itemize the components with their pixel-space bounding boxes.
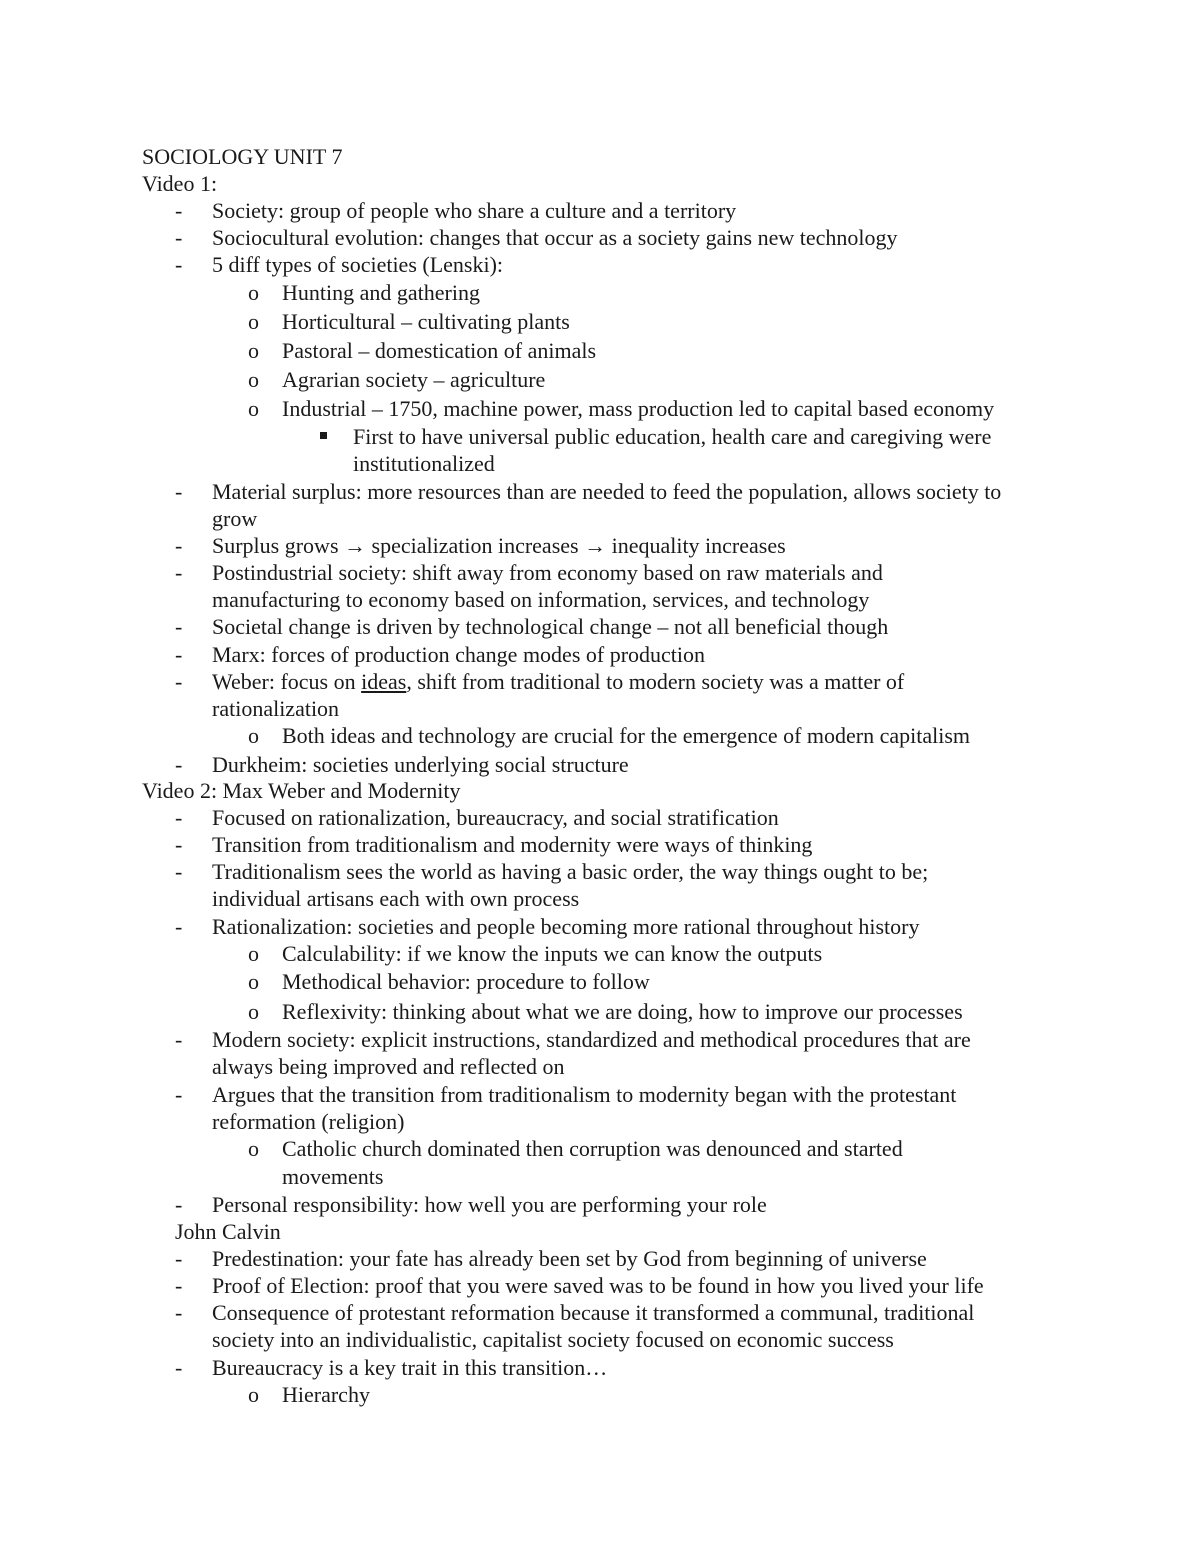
section-heading-video-1: Video 1: <box>142 171 218 196</box>
note-modern-line-1: Modern society: explicit instructions, standardized and methodical procedures that are <box>212 1027 971 1052</box>
catholic-note-line-2: movements <box>282 1164 384 1189</box>
note-postindustrial-line-2: manufacturing to economy based on information, services, and technology <box>212 587 870 612</box>
note-consequence-line-1: Consequence of protestant reformation because it transformed a communal, traditional <box>212 1300 975 1325</box>
note-postindustrial-line-1: Postindustrial society: shift away from economy based on raw materials and <box>212 560 883 585</box>
circle-bullet: o <box>248 309 259 334</box>
industrial-note-line-1: First to have universal public education, health care and caregiving were <box>353 424 992 449</box>
note-marx: Marx: forces of production change modes of production <box>212 642 706 667</box>
note-rationalization: Rationalization: societies and people becoming more rational throughout history <box>212 914 920 939</box>
note-predestination: Predestination: your fate has already been set by God from beginning of universe <box>212 1246 927 1271</box>
circle-bullet: o <box>248 338 259 363</box>
society-type-item: Hunting and gathering <box>282 280 480 305</box>
dash-bullet: - <box>175 1192 183 1217</box>
weber-ideas-underlined: ideas <box>361 669 407 694</box>
circle-bullet: o <box>248 367 259 392</box>
catholic-note-line-1: Catholic church dominated then corruption was denounced and started <box>282 1136 903 1161</box>
note-material-line-1: Material surplus: more resources than are needed to feed the population, allows society to <box>212 479 1002 504</box>
dash-bullet: - <box>175 859 183 884</box>
dash-bullet: - <box>175 198 183 223</box>
rationalization-item: Reflexivity: thinking about what we are doing, how to improve our processes <box>282 999 963 1024</box>
note-society: Society: group of people who share a culture and a territory <box>212 198 737 223</box>
note-sociocultural: Sociocultural evolution: changes that occur as a society gains new technology <box>212 225 898 250</box>
note-proof: Proof of Election: proof that you were saved was to be found in how you lived your life <box>212 1273 984 1298</box>
note-modern-line-2: always being improved and reflected on <box>212 1054 565 1079</box>
weber-suffix: , shift from traditional to modern society was a matter of <box>406 669 905 694</box>
dash-bullet: - <box>175 560 183 585</box>
note-societal-change: Societal change is driven by technological change – not all beneficial though <box>212 614 889 639</box>
circle-bullet: o <box>248 1382 259 1407</box>
dash-bullet: - <box>175 805 183 830</box>
dash-bullet: - <box>175 225 183 250</box>
rationalization-item: Methodical behavior: procedure to follow <box>282 969 650 994</box>
note-traditionalism-line-2: individual artisans each with own process <box>212 886 580 911</box>
note-traditionalism-line-1: Traditionalism sees the world as having a basic order, the way things ought to be; <box>212 859 929 884</box>
note-consequence-line-2: society into an individualistic, capitalist society focused on economic success <box>212 1327 894 1352</box>
section-heading-video-2: Video 2: Max Weber and Modernity <box>142 778 461 803</box>
note-personal: Personal responsibility: how well you are performing your role <box>212 1192 767 1217</box>
dash-bullet: - <box>175 1355 183 1380</box>
note-weber-line-1 <box>212 668 904 695</box>
dash-bullet: - <box>175 642 183 667</box>
dash-bullet: - <box>175 1246 183 1271</box>
dash-bullet: - <box>175 1027 183 1052</box>
note-argues-line-1: Argues that the transition from traditionalism to modernity began with the protestant <box>212 1082 957 1107</box>
dash-bullet: - <box>175 832 183 857</box>
subheading-john-calvin: John Calvin <box>175 1219 281 1244</box>
dash-bullet: - <box>175 914 183 939</box>
circle-bullet: o <box>248 969 259 994</box>
circle-bullet: o <box>248 280 259 305</box>
weber-prefix: Weber: focus on <box>212 669 362 694</box>
document-title: SOCIOLOGY UNIT 7 <box>142 144 343 169</box>
circle-bullet: o <box>248 723 259 748</box>
circle-bullet: o <box>248 1136 259 1161</box>
dash-bullet: - <box>175 533 183 558</box>
society-type-item: Agrarian society – agriculture <box>282 367 546 392</box>
weber-sub-note: Both ideas and technology are crucial for the emergence of modern capitalism <box>282 723 971 748</box>
note-types-intro: 5 diff types of societies (Lenski): <box>212 252 504 277</box>
dash-bullet: - <box>175 252 183 277</box>
rationalization-item: Calculability: if we know the inputs we can know the outputs <box>282 941 823 966</box>
dash-bullet: - <box>175 752 183 777</box>
dash-bullet: - <box>175 1273 183 1298</box>
society-type-item: Horticultural – cultivating plants <box>282 309 570 334</box>
square-bullet <box>320 432 327 439</box>
note-bureaucracy: Bureaucracy is a key trait in this transition… <box>212 1355 608 1380</box>
circle-bullet: o <box>248 396 259 421</box>
society-type-item: Pastoral – domestication of animals <box>282 338 597 363</box>
note-weber-line-2: rationalization <box>212 696 340 721</box>
industrial-note-line-2: institutionalized <box>353 451 495 476</box>
note-material-line-2: grow <box>212 506 258 531</box>
note-focused: Focused on rationalization, bureaucracy, and social stratification <box>212 805 779 830</box>
dash-bullet: - <box>175 1082 183 1107</box>
dash-bullet: - <box>175 1300 183 1325</box>
circle-bullet: o <box>248 941 259 966</box>
dash-bullet: - <box>175 614 183 639</box>
society-type-item: Industrial – 1750, machine power, mass production led to capital based economy <box>282 396 995 421</box>
circle-bullet: o <box>248 999 259 1024</box>
note-argues-line-2: reformation (religion) <box>212 1109 405 1134</box>
note-durkheim: Durkheim: societies underlying social structure <box>212 752 629 777</box>
dash-bullet: - <box>175 669 183 694</box>
dash-bullet: - <box>175 479 183 504</box>
note-surplus: Surplus grows → specialization increases → inequality increases <box>212 533 786 558</box>
bureaucracy-item: Hierarchy <box>282 1382 370 1407</box>
note-transition: Transition from traditionalism and modernity were ways of thinking <box>212 832 813 857</box>
